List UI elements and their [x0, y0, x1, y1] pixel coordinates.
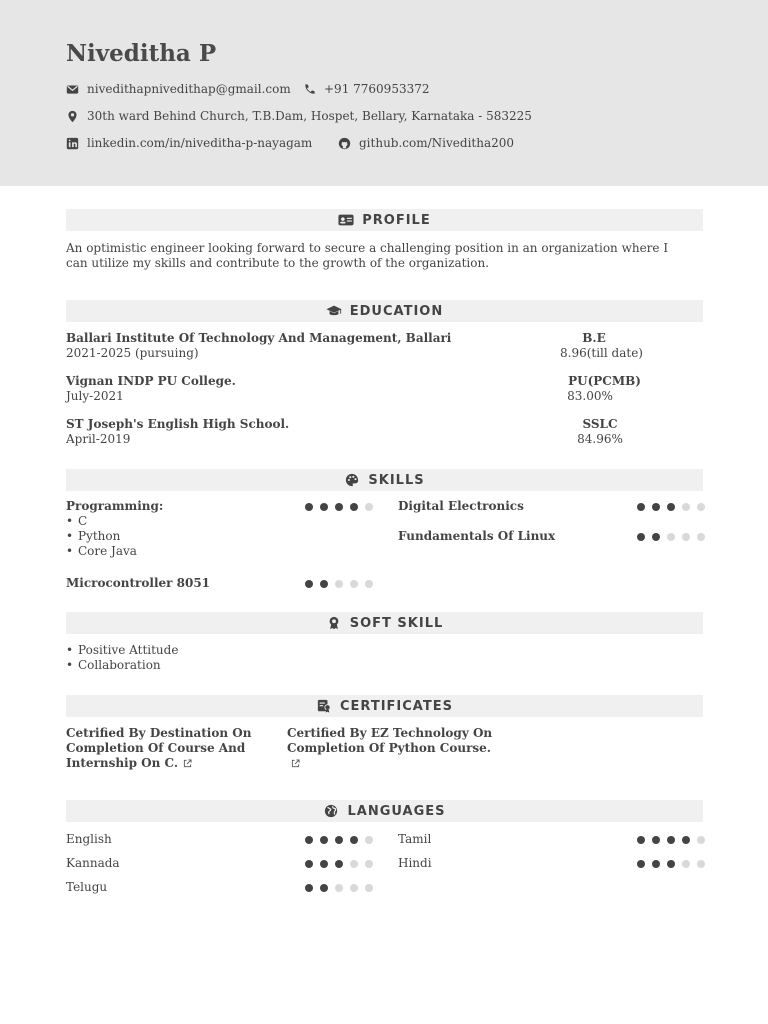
rating-dot-filled — [350, 836, 358, 844]
education-date: April-2019 — [66, 432, 131, 446]
rating-dot-filled — [682, 836, 690, 844]
education-score: 8.96(till date) — [560, 346, 643, 360]
rating-dot-filled — [667, 860, 675, 868]
rating-dot-filled — [320, 503, 328, 511]
phone-icon — [303, 83, 316, 96]
rating-dot-empty — [350, 860, 358, 868]
rating-dot-empty — [682, 860, 690, 868]
rating-dot-empty — [365, 836, 373, 844]
skills-section-header — [66, 469, 703, 491]
rating-dot-filled — [320, 836, 328, 844]
rating-dot-empty — [697, 533, 705, 541]
certificate-text: Completion Of Python Course. — [287, 741, 491, 755]
education-school: ST Joseph's English High School. — [66, 417, 290, 431]
linkedin-text: linkedin.com/in/niveditha-p-nayagam — [87, 136, 313, 150]
certificates-section-header — [66, 695, 703, 717]
rating-dot-filled — [652, 836, 660, 844]
profile-summary: An optimistic engineer looking forward to secure a challenging position in an organization where I can utilize my skills and contribute to the growth of the organization. — [66, 241, 669, 270]
rating-dot-filled — [305, 580, 313, 588]
rating-dot-filled — [305, 860, 313, 868]
rating-dot-filled — [320, 884, 328, 892]
certificate-item[interactable] — [66, 726, 266, 771]
linkedin-icon — [66, 137, 79, 150]
language-rating — [637, 836, 705, 844]
rating-dot-filled — [335, 836, 343, 844]
education-school: Ballari Institute Of Technology And Management, Ballari — [66, 331, 452, 345]
github-text: github.com/Niveditha200 — [359, 136, 515, 150]
award-ribbon-icon — [326, 616, 342, 630]
list-item: • Collaboration — [66, 658, 178, 673]
soft-skill-section-header — [66, 612, 703, 634]
rating-dot-filled — [305, 836, 313, 844]
list-item: • C — [66, 514, 137, 529]
rating-dot-filled — [652, 860, 660, 868]
certificate-text: Internship On C. — [66, 756, 179, 770]
skill-rating — [637, 533, 705, 541]
email-text: nivedithapnivedithap@gmail.com — [87, 82, 291, 96]
rating-dot-filled — [637, 503, 645, 511]
email-contact[interactable] — [66, 82, 291, 96]
education-score: 83.00% — [567, 389, 613, 403]
education-section-header — [66, 300, 703, 322]
rating-dot-filled — [335, 860, 343, 868]
rating-dot-empty — [335, 884, 343, 892]
list-item: • Positive Attitude — [66, 643, 178, 658]
education-date: 2021-2025 (pursuing) — [66, 346, 199, 360]
certificate-item[interactable] — [287, 726, 497, 771]
soft-skill-title: SOFT SKILL — [349, 615, 444, 631]
location-pin-icon — [66, 110, 79, 123]
rating-dot-empty — [697, 860, 705, 868]
language-rating — [305, 884, 373, 892]
github-contact[interactable] — [338, 136, 514, 150]
languages-title: LANGUAGES — [347, 803, 446, 819]
language-rating — [637, 860, 705, 868]
education-score: 84.96% — [577, 432, 623, 446]
language-rating — [305, 860, 373, 868]
rating-dot-filled — [335, 503, 343, 511]
education-degree: SSLC — [582, 417, 618, 431]
rating-dot-empty — [682, 533, 690, 541]
rating-dot-filled — [305, 503, 313, 511]
rating-dot-filled — [320, 580, 328, 588]
certificate-text: Certified By EZ Technology On — [287, 726, 493, 740]
programming-languages-list — [66, 514, 137, 559]
languages-section-header — [66, 800, 703, 822]
linkedin-contact[interactable] — [66, 136, 312, 150]
resume-header — [0, 0, 768, 186]
rating-dot-empty — [697, 503, 705, 511]
rating-dot-filled — [637, 860, 645, 868]
rating-dot-filled — [350, 503, 358, 511]
github-icon — [338, 137, 351, 150]
phone-contact[interactable] — [303, 82, 430, 96]
profile-title: PROFILE — [362, 212, 431, 228]
rating-dot-filled — [637, 533, 645, 541]
skill-digital-label: Digital Electronics — [398, 499, 524, 513]
certificate-text: Completion Of Course And — [66, 741, 246, 755]
phone-text: +91 7760953372 — [324, 82, 430, 96]
rating-dot-empty — [350, 884, 358, 892]
certificate-text: Cetrified By Destination On — [66, 726, 252, 740]
skill-rating — [637, 503, 705, 511]
id-card-icon — [338, 213, 354, 227]
graduation-cap-icon — [326, 304, 342, 318]
language-name: Hindi — [398, 856, 432, 870]
address-contact — [66, 109, 532, 123]
rating-dot-filled — [652, 533, 660, 541]
education-degree: PU(PCMB) — [568, 374, 641, 388]
rating-dot-empty — [335, 580, 343, 588]
rating-dot-empty — [365, 884, 373, 892]
candidate-name: Niveditha P — [66, 40, 217, 67]
certificates-title: CERTIFICATES — [340, 698, 453, 714]
skills-title: SKILLS — [368, 472, 425, 488]
rating-dot-empty — [365, 580, 373, 588]
palette-icon — [344, 473, 360, 487]
certificate-icon — [316, 699, 332, 713]
soft-skill-list — [66, 643, 178, 673]
list-item: • Core Java — [66, 544, 137, 559]
address-text: 30th ward Behind Church, T.B.Dam, Hospet, Bellary, Karnataka - 583225 — [87, 109, 532, 123]
rating-dot-filled — [320, 860, 328, 868]
rating-dot-filled — [667, 836, 675, 844]
language-name: English — [66, 832, 112, 846]
profile-section-header — [66, 209, 703, 231]
rating-dot-filled — [652, 503, 660, 511]
globe-icon — [323, 804, 339, 818]
rating-dot-filled — [637, 836, 645, 844]
external-link-icon[interactable] — [183, 759, 192, 768]
rating-dot-empty — [365, 860, 373, 868]
education-degree: B.E — [582, 331, 606, 345]
rating-dot-empty — [682, 503, 690, 511]
language-name: Tamil — [398, 832, 432, 846]
skill-programming-label: Programming: — [66, 499, 164, 513]
rating-dot-empty — [350, 580, 358, 588]
language-name: Kannada — [66, 856, 120, 870]
envelope-icon — [66, 83, 79, 96]
rating-dot-filled — [305, 884, 313, 892]
skill-microcontroller-label: Microcontroller 8051 — [66, 576, 211, 590]
rating-dot-empty — [697, 836, 705, 844]
rating-dot-empty — [365, 503, 373, 511]
external-link-icon[interactable] — [291, 759, 300, 768]
rating-dot-empty — [667, 533, 675, 541]
skill-rating — [305, 503, 373, 511]
list-item: • Python — [66, 529, 137, 544]
language-name: Telugu — [66, 880, 108, 894]
education-title: EDUCATION — [349, 303, 444, 319]
education-school: Vignan INDP PU College. — [66, 374, 236, 388]
language-rating — [305, 836, 373, 844]
skill-rating — [305, 580, 373, 588]
rating-dot-filled — [667, 503, 675, 511]
skill-linux-label: Fundamentals Of Linux — [398, 529, 556, 543]
education-date: July-2021 — [66, 389, 124, 403]
